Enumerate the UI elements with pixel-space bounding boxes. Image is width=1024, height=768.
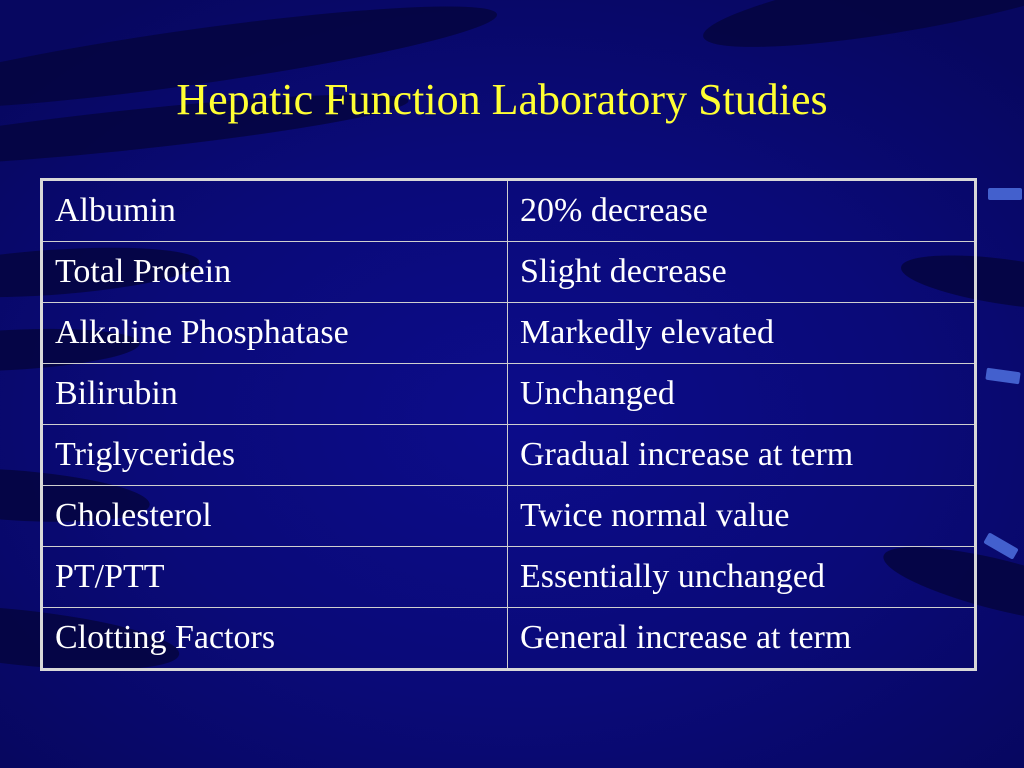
study-change-cell: Essentially unchanged bbox=[508, 547, 976, 608]
table-row bbox=[42, 486, 976, 547]
slide-title: Hepatic Function Laboratory Studies bbox=[176, 75, 828, 124]
table-row bbox=[42, 425, 976, 486]
decorative-dash bbox=[985, 368, 1020, 385]
study-name-cell: Total Protein bbox=[42, 242, 508, 303]
table-row bbox=[42, 180, 976, 242]
study-name-cell: Albumin bbox=[42, 180, 508, 242]
lab-studies-table-container bbox=[40, 178, 974, 671]
study-change-cell: Twice normal value bbox=[508, 486, 976, 547]
background-streak bbox=[698, 0, 1024, 66]
study-name-cell: Bilirubin bbox=[42, 364, 508, 425]
study-change-cell: 20% decrease bbox=[508, 180, 976, 242]
study-change-cell: Slight decrease bbox=[508, 242, 976, 303]
study-change-cell: General increase at term bbox=[508, 608, 976, 670]
study-name-cell: PT/PTT bbox=[42, 547, 508, 608]
study-change-cell: Markedly elevated bbox=[508, 303, 976, 364]
decorative-dash bbox=[988, 188, 1022, 200]
study-name-cell: Triglycerides bbox=[42, 425, 508, 486]
table-row bbox=[42, 547, 976, 608]
study-name-cell: Clotting Factors bbox=[42, 608, 508, 670]
table-row bbox=[42, 608, 976, 670]
table-row bbox=[42, 364, 976, 425]
study-name-cell: Alkaline Phosphatase bbox=[42, 303, 508, 364]
study-name-cell: Cholesterol bbox=[42, 486, 508, 547]
study-change-cell: Gradual increase at term bbox=[508, 425, 976, 486]
decorative-dash bbox=[983, 532, 1018, 559]
table-row bbox=[42, 242, 976, 303]
lab-studies-table bbox=[40, 178, 977, 671]
study-change-cell: Unchanged bbox=[508, 364, 976, 425]
table-row bbox=[42, 303, 976, 364]
